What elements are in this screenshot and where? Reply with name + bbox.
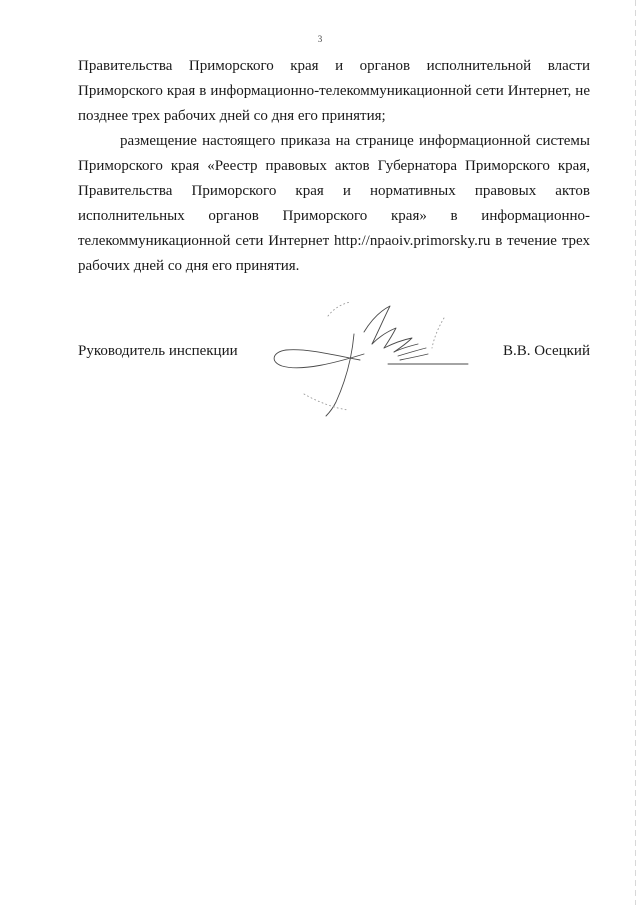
document-body: [78, 54, 590, 279]
handwritten-signature: [268, 298, 474, 418]
paragraph-publication: размещение настоящего приказа на странице информационной системы Приморского края «Реестр правовых актов Губернатора Приморского края, Правительства Приморского края и нормативных правовых актов исполнительных органов Приморского края» в информационно-телекоммуникационной сети Интернет http://npaoiv.primorsky.ru в течение трех рабочих дней со дня его принятия.: [78, 133, 590, 274]
page-number: 3: [317, 34, 323, 44]
scan-edge-artifact: [635, 0, 636, 905]
signatory-name: В.В. Осецкий: [503, 343, 590, 359]
signatory-role: Руководитель инспекции: [78, 343, 238, 359]
paragraph-continuation: Правительства Приморского края и органов исполнительной власти Приморского края в информационно-телекоммуникационной сети Интернет, не позднее трех рабочих дней со дня его принятия;: [78, 58, 590, 124]
